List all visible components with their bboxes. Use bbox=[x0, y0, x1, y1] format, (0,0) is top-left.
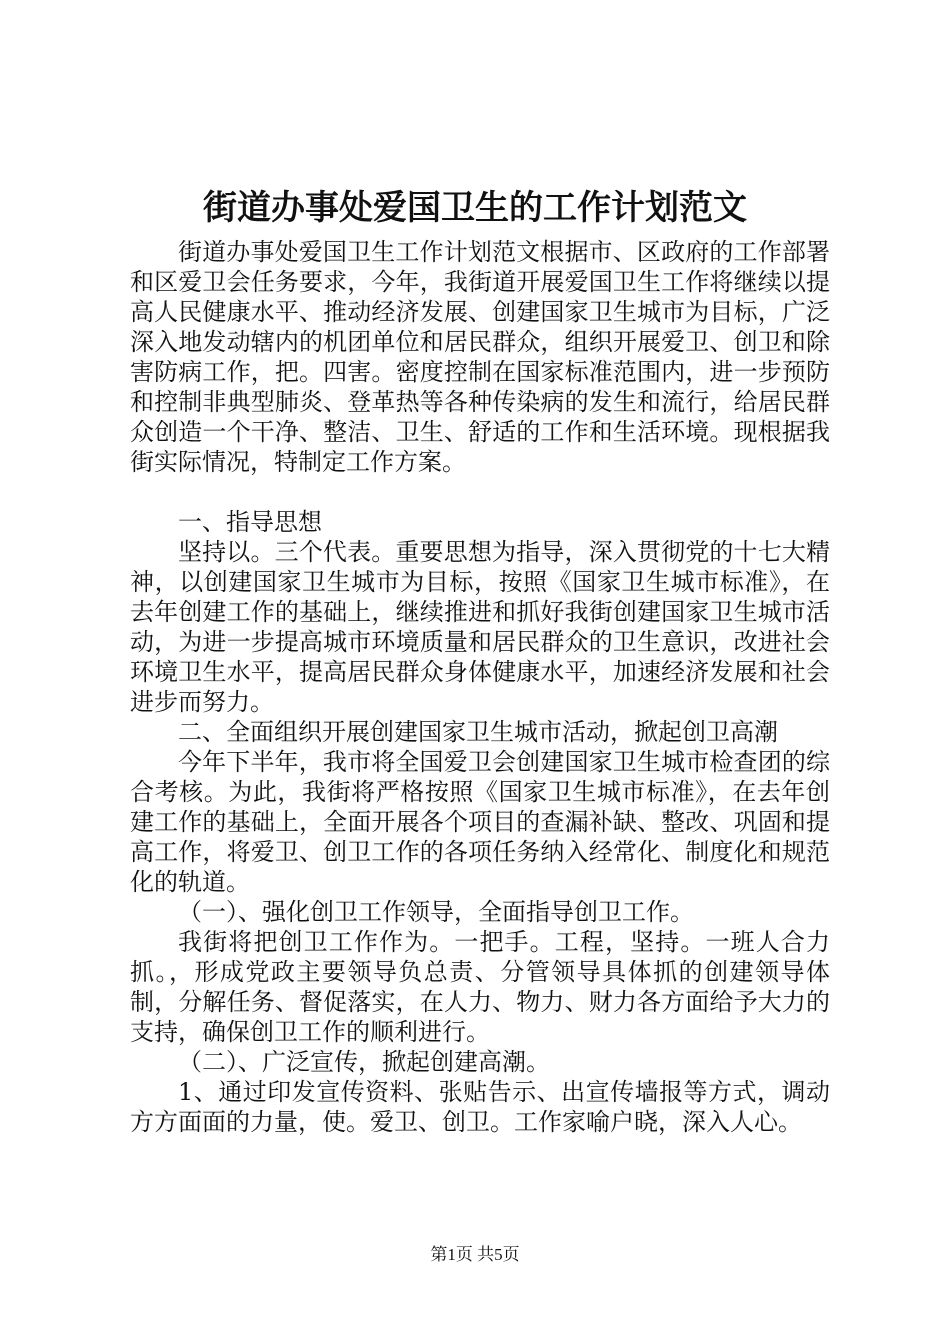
document-body bbox=[130, 237, 830, 1137]
heading-guiding-ideology: 一、指导思想 bbox=[178, 508, 322, 536]
paragraph-intro: 街道办事处爱国卫生工作计划范文根据市、区政府的工作部署和区爱卫会任务要求，今年，我街道开展爱国卫生工作将继续以提高人民健康水平、推动经济发展、创建国家卫生城市为目标，广泛深入地发动辖内的机团单位和居民群众，组织开展爱卫、创卫和除害防病工作，把。四害。密度控制在国家标准范围内，进一步预防和控制非典型肺炎、登革热等各种传染病的发生和流行，给居民群众创造一个干净、整洁、卫生、舒适的工作和生活环境。现根据我街实际情况，特制定工作方案。 bbox=[130, 238, 830, 476]
page-number-footer: 第1页 共5页 bbox=[430, 1245, 520, 1264]
subheading-publicity: （二）、广泛宣传，掀起创建高潮。 bbox=[178, 1048, 550, 1076]
paragraph-leadership: 我街将把创卫工作作为。一把手。工程，坚持。一班人合力抓。，形成党政主要领导负总责、分管领导具体抓的创建领导体制，分解任务、督促落实，在人力、物力、财力各方面给予大力的支持，确保创卫工作的顺利进行。 bbox=[130, 928, 830, 1046]
subheading-leadership: （一）、强化创卫工作领导，全面指导创卫工作。 bbox=[178, 898, 694, 926]
heading-section-two: 二、全面组织开展创建国家卫生城市活动，掀起创卫高潮 bbox=[178, 718, 778, 746]
paragraph-guiding-ideology: 坚持以。三个代表。重要思想为指导，深入贯彻党的十七大精神，以创建国家卫生城市为目标，按照《国家卫生城市标准》，在去年创建工作的基础上，继续推进和抓好我街创建国家卫生城市活动，为进一步提高城市环境质量和居民群众的卫生意识，改进社会环境卫生水平，提高居民群众身体健康水平，加速经济发展和社会进步而努力。 bbox=[130, 538, 830, 716]
paragraph-section-two: 今年下半年，我市将全国爱卫会创建国家卫生城市检查团的综合考核。为此，我街将严格按照《国家卫生城市标准》，在去年创建工作的基础上，全面开展各个项目的查漏补缺、整改、巩固和提高工作，将爱卫、创卫工作的各项任务纳入经常化、制度化和规范化的轨道。 bbox=[130, 748, 830, 896]
paragraph-publicity-item-1: 1、通过印发宣传资料、张贴告示、出宣传墙报等方式，调动方方面面的力量，使。爱卫、创卫。工作家喻户晓，深入人心。 bbox=[130, 1078, 830, 1136]
page-title: 街道办事处爱国卫生的工作计划范文 bbox=[203, 188, 747, 228]
